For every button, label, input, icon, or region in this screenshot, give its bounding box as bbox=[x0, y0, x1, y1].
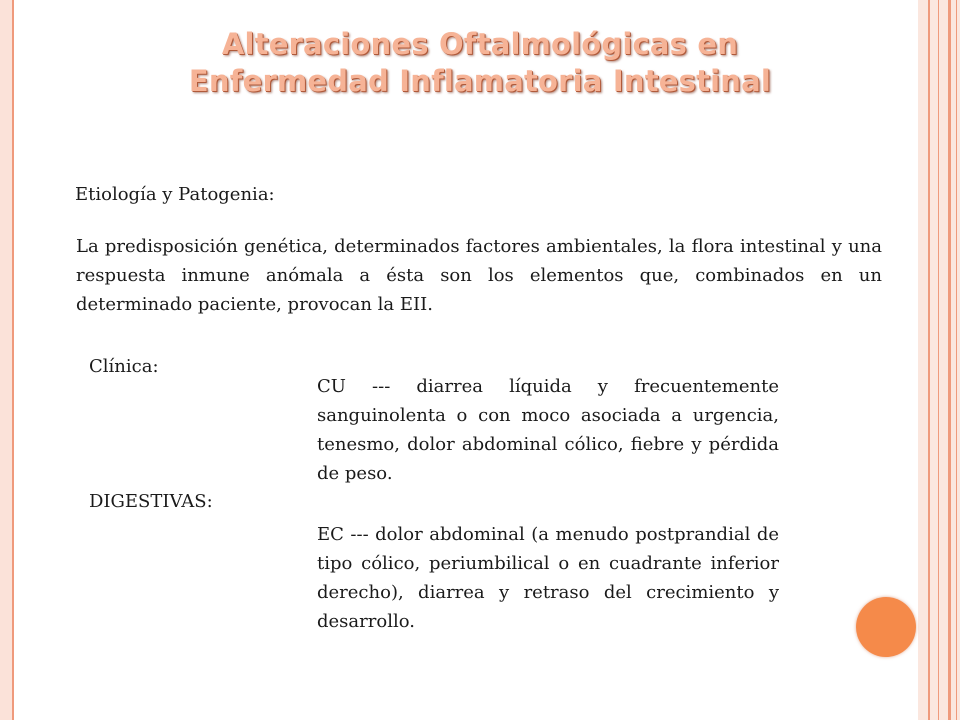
right-frame-border bbox=[918, 0, 960, 720]
title-line-2: Enfermedad Inflamatoria Intestinal bbox=[188, 64, 772, 98]
clinica-heading: Clínica: bbox=[89, 356, 159, 377]
left-frame-border bbox=[0, 0, 14, 720]
slide-title bbox=[120, 26, 840, 100]
cu-paragraph: CU --- diarrea líquida y frecuentemente sanguinolenta o con moco asociada a urgencia, tenesmo, dolor abdominal cólico, fiebre y pérdida de peso. bbox=[317, 376, 779, 484]
title-line-1: Alteraciones Oftalmológicas en bbox=[221, 27, 739, 61]
etiologia-heading: Etiología y Patogenia: bbox=[75, 184, 275, 205]
etiologia-paragraph: La predisposición genética, determinados factores ambientales, la flora intestinal y una respuesta inmune anómala a ésta son los elementos que, combinados en un determinado paciente, provocan la EII. bbox=[76, 236, 882, 315]
digestivas-heading: DIGESTIVAS: bbox=[89, 491, 213, 512]
decorative-orange-circle bbox=[856, 597, 916, 657]
ec-paragraph: EC --- dolor abdominal (a menudo postprandial de tipo cólico, periumbilical o en cuadrante inferior derecho), diarrea y retraso del crecimiento y desarrollo. bbox=[317, 524, 779, 632]
